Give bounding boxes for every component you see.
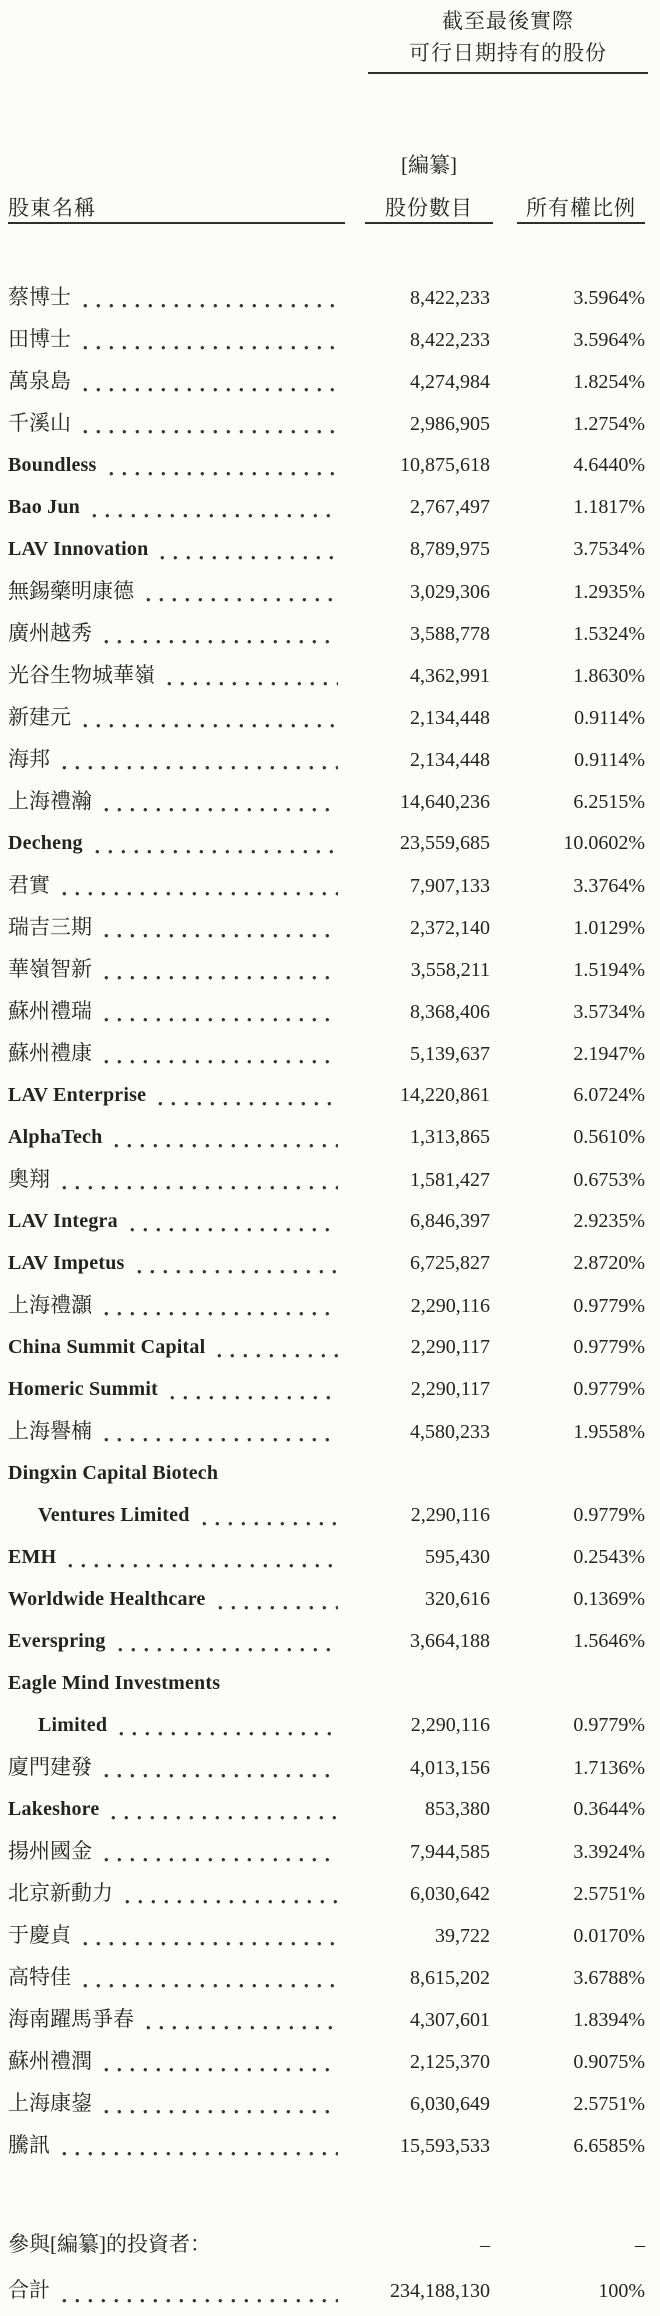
- ownership-value: 1.2935%: [573, 581, 645, 603]
- dot-leader: [218, 1605, 339, 1611]
- ownership-value: 1.5194%: [573, 959, 645, 981]
- shares-value: 8,368,406: [410, 1001, 490, 1023]
- row-name-cell: [8, 1326, 342, 1368]
- shareholder-name: 北京新動力: [8, 1881, 113, 1905]
- shareholder-row: [8, 1326, 645, 1368]
- ownership-value: 2.9235%: [573, 1210, 645, 1232]
- shareholder-name: LAV Integra: [8, 1210, 118, 1232]
- dot-leader: [104, 2067, 338, 2073]
- shareholder-row: [8, 1998, 645, 2040]
- shareholder-row: [8, 1914, 645, 1956]
- shares-value: 2,372,140: [410, 917, 490, 939]
- ownership-value: 0.9075%: [573, 2051, 645, 2073]
- column-header-redacted: [編纂]: [401, 153, 457, 177]
- dot-leader: [130, 1227, 338, 1233]
- column-header-ownership: 所有權比例: [517, 188, 645, 224]
- row-name-cell: [8, 1452, 342, 1494]
- shareholder-row: [8, 486, 645, 528]
- dot-leader: [104, 933, 338, 939]
- row-name-cell: [8, 276, 342, 318]
- shareholder-row: [8, 1620, 645, 1662]
- ownership-value: 6.2515%: [573, 791, 645, 813]
- shareholder-name: 千溪山: [8, 411, 71, 435]
- table-body: [8, 276, 645, 2166]
- dot-leader: [111, 1815, 338, 1821]
- shareholder-row: [8, 2082, 645, 2124]
- ownership-value: 2.8720%: [573, 1252, 645, 1274]
- shareholder-name: Limited: [38, 1714, 108, 1736]
- shares-value: 595,430: [425, 1546, 490, 1568]
- shareholder-row: [8, 1368, 645, 1410]
- dot-leader: [202, 1521, 338, 1527]
- ownership-value: 1.8394%: [573, 2009, 645, 2031]
- shares-value: 2,767,497: [410, 496, 490, 518]
- shares-value: 2,134,448: [410, 707, 490, 729]
- column-group-header: [368, 5, 648, 74]
- ownership-value: 0.9779%: [573, 1295, 645, 1317]
- shareholder-name: Everspring: [8, 1630, 106, 1652]
- shares-value: 6,846,397: [410, 1210, 490, 1232]
- shareholder-name: 田博士: [8, 327, 71, 351]
- shareholder-row: [8, 1452, 645, 1494]
- ownership-value: 3.5734%: [573, 1001, 645, 1023]
- shares-value: 8,615,202: [410, 1967, 490, 1989]
- ownership-value: 0.5610%: [573, 1126, 645, 1148]
- row-name-cell: [8, 486, 342, 528]
- shareholder-name: 新建元: [8, 705, 71, 729]
- group-header-line1: 截至最後實際: [442, 9, 574, 33]
- row-name-cell: [8, 1494, 342, 1536]
- dot-leader: [146, 597, 338, 603]
- shareholder-name: 揚州國金: [8, 1839, 92, 1863]
- shareholder-name: 上海禮瀚: [8, 789, 92, 813]
- total-ownership-value: 100%: [598, 2280, 645, 2302]
- ownership-value: 1.5324%: [573, 623, 645, 645]
- shares-value: 6,725,827: [410, 1252, 490, 1274]
- shareholder-name: Worldwide Healthcare: [8, 1588, 206, 1610]
- shares-value: 1,313,865: [410, 1126, 490, 1148]
- shares-value: 15,593,533: [400, 2135, 490, 2157]
- shareholder-name: Lakeshore: [8, 1798, 100, 1820]
- shareholder-name: Ventures Limited: [38, 1504, 190, 1526]
- shareholder-row: [8, 1242, 645, 1284]
- shareholder-row: [8, 1200, 645, 1242]
- shareholder-row: [8, 1872, 645, 1914]
- column-header-shareholder: 股東名稱: [8, 188, 345, 224]
- ownership-value: 0.2543%: [573, 1546, 645, 1568]
- shareholder-row: [8, 318, 645, 360]
- shareholder-row: [8, 1704, 645, 1746]
- dot-leader: [119, 1731, 338, 1737]
- shareholder-row: [8, 822, 645, 864]
- row-name-cell: [8, 2082, 342, 2124]
- shareholder-name: 奧翔: [8, 1167, 50, 1191]
- row-name-cell: [8, 1158, 342, 1200]
- row-name-cell: [8, 1998, 342, 2040]
- row-name-cell: [8, 948, 342, 990]
- shares-value: 4,580,233: [410, 1421, 490, 1443]
- row-name-cell: [8, 1242, 342, 1284]
- shareholder-row: [8, 2124, 645, 2166]
- shares-value: 39,722: [435, 1925, 490, 1947]
- shares-value: 4,362,991: [410, 665, 490, 687]
- shareholder-name: 光谷生物城華嶺: [8, 663, 155, 687]
- shares-value: 3,588,778: [410, 623, 490, 645]
- dot-leader: [62, 1185, 338, 1191]
- ownership-value: 0.9779%: [573, 1336, 645, 1358]
- dot-leader: [160, 555, 338, 561]
- investors-shares-value: –: [480, 2234, 490, 2256]
- dot-leader: [83, 723, 338, 729]
- dot-leader: [158, 1101, 338, 1107]
- dot-leader: [68, 1563, 338, 1569]
- dot-leader: [95, 849, 338, 855]
- shareholder-name: LAV Innovation: [8, 538, 149, 560]
- row-name-cell: [8, 1536, 342, 1578]
- ownership-value: 2.5751%: [573, 1883, 645, 1905]
- ownership-value: 4.6440%: [573, 454, 645, 476]
- shareholder-row: [8, 360, 645, 402]
- ownership-value: 1.9558%: [573, 1421, 645, 1443]
- dot-leader: [217, 1353, 338, 1359]
- ownership-value: 10.0602%: [563, 832, 645, 854]
- shares-value: 3,664,188: [410, 1630, 490, 1652]
- dot-leader: [83, 429, 338, 435]
- ownership-value: 3.5964%: [573, 287, 645, 309]
- dot-leader: [83, 345, 338, 351]
- row-name-cell: [8, 1746, 342, 1788]
- shares-value: 23,559,685: [400, 832, 490, 854]
- row-name-cell: [8, 1662, 342, 1704]
- shares-value: 4,307,601: [410, 2009, 490, 2031]
- shares-value: 7,944,585: [410, 1841, 490, 1863]
- row-name-cell: [8, 1410, 342, 1452]
- ownership-value: 3.6788%: [573, 1967, 645, 1989]
- shareholder-row: [8, 654, 645, 696]
- total-label: 合計: [8, 2278, 50, 2302]
- shareholder-name: 萬泉島: [8, 369, 71, 393]
- dot-leader: [118, 1647, 338, 1653]
- shareholder-name: 上海禮灝: [8, 1293, 92, 1317]
- shareholder-row: [8, 570, 645, 612]
- shareholder-row: [8, 1788, 645, 1830]
- ownership-value: 1.8630%: [573, 665, 645, 687]
- ownership-value: 1.0129%: [573, 917, 645, 939]
- shareholder-name: Homeric Summit: [8, 1378, 158, 1400]
- dot-leader: [83, 1941, 338, 1947]
- shareholder-name: Bao Jun: [8, 496, 80, 518]
- row-name-cell: [8, 906, 342, 948]
- shares-value: 2,986,905: [410, 413, 490, 435]
- row-name-cell: [8, 1620, 342, 1662]
- row-name-cell: [8, 990, 342, 1032]
- group-header-line2: 可行日期持有的股份: [409, 41, 607, 65]
- shares-value: 6,030,649: [410, 2093, 490, 2115]
- ownership-value: 0.9779%: [573, 1504, 645, 1526]
- shareholder-name: LAV Impetus: [8, 1252, 125, 1274]
- dot-leader: [104, 639, 338, 645]
- ownership-value: 1.8254%: [573, 371, 645, 393]
- shareholder-name: Decheng: [8, 832, 83, 854]
- shareholder-name: Eagle Mind Investments: [8, 1672, 221, 1694]
- row-name-cell: [8, 2221, 342, 2267]
- shareholder-row: [8, 1116, 645, 1158]
- total-row: [8, 2267, 645, 2313]
- ownership-value: 3.3924%: [573, 1841, 645, 1863]
- shares-value: 8,789,975: [410, 538, 490, 560]
- shares-value: 2,290,116: [410, 1714, 490, 1736]
- ownership-value: 0.9779%: [573, 1378, 645, 1400]
- dot-leader: [137, 1269, 339, 1275]
- shares-value: 4,274,984: [410, 371, 490, 393]
- ownership-value: 2.5751%: [573, 2093, 645, 2115]
- ownership-value: 0.1369%: [573, 1588, 645, 1610]
- shares-value: 3,558,211: [410, 959, 490, 981]
- shareholder-name: China Summit Capital: [8, 1336, 206, 1358]
- shareholder-row: [8, 528, 645, 570]
- row-name-cell: [8, 1032, 342, 1074]
- dot-leader: [62, 2298, 338, 2304]
- row-name-cell: [8, 318, 342, 360]
- shares-value: 10,875,618: [400, 454, 490, 476]
- shareholder-name: 海南躍馬爭春: [8, 2007, 134, 2031]
- ownership-value: 0.9114%: [574, 749, 645, 771]
- shareholder-row: [8, 864, 645, 906]
- dot-leader: [62, 891, 338, 897]
- dot-leader: [92, 513, 338, 519]
- shareholder-row: [8, 948, 645, 990]
- ownership-value: 3.3764%: [573, 875, 645, 897]
- pre-ipo-investors-row: [8, 2221, 645, 2267]
- shareholder-name: 廈門建發: [8, 1755, 92, 1779]
- row-name-cell: [8, 2124, 342, 2166]
- dot-leader: [146, 2025, 338, 2031]
- row-name-cell: [8, 1284, 342, 1326]
- shareholder-row: [8, 780, 645, 822]
- shareholder-name: 瑞吉三期: [8, 915, 92, 939]
- ownership-value: 0.3644%: [573, 1798, 645, 1820]
- shareholder-row: [8, 1284, 645, 1326]
- shareholder-row: [8, 738, 645, 780]
- investors-ownership-value: –: [635, 2234, 645, 2256]
- row-name-cell: [8, 1116, 342, 1158]
- shares-value: 7,907,133: [410, 875, 490, 897]
- shares-value: 2,290,117: [410, 1378, 490, 1400]
- ownership-value: 0.6753%: [573, 1169, 645, 1191]
- row-name-cell: [8, 1578, 342, 1620]
- ownership-value: 0.9779%: [573, 1714, 645, 1736]
- shareholder-row: [8, 906, 645, 948]
- shareholder-name: Boundless: [8, 454, 97, 476]
- table-footer: [8, 2221, 645, 2313]
- row-name-cell: [8, 1200, 342, 1242]
- shareholder-name: 無錫藥明康德: [8, 579, 134, 603]
- ownership-value: 6.6585%: [573, 2135, 645, 2157]
- shareholder-name: 蘇州禮瑞: [8, 999, 92, 1023]
- dot-leader: [83, 387, 338, 393]
- shareholder-name: 蘇州禮康: [8, 1041, 92, 1065]
- shareholder-row: [8, 2040, 645, 2082]
- shareholder-name: 上海譽楠: [8, 1419, 92, 1443]
- shareholder-name: 華嶺智新: [8, 957, 92, 981]
- dot-leader: [170, 1395, 338, 1401]
- shareholder-name: 海邦: [8, 747, 50, 771]
- shareholder-name: 蔡博士: [8, 285, 71, 309]
- shareholder-row: [8, 1032, 645, 1074]
- shares-value: 320,616: [425, 1588, 490, 1610]
- ownership-value: 1.7136%: [573, 1757, 645, 1779]
- shares-value: 853,380: [425, 1798, 490, 1820]
- dot-leader: [104, 2109, 338, 2115]
- dot-leader: [109, 471, 338, 477]
- dot-leader: [62, 765, 338, 771]
- shareholder-name: 高特佳: [8, 1965, 71, 1989]
- shares-value: 5,139,637: [410, 1043, 490, 1065]
- dot-leader: [62, 2151, 338, 2157]
- row-name-cell: [8, 570, 342, 612]
- row-name-cell: [8, 822, 342, 864]
- dot-leader: [104, 1857, 338, 1863]
- dot-leader: [83, 303, 338, 309]
- shareholder-row: [8, 276, 645, 318]
- dot-leader: [104, 1311, 338, 1317]
- shareholder-row: [8, 402, 645, 444]
- shareholder-row: [8, 1536, 645, 1578]
- shareholder-row: [8, 1746, 645, 1788]
- row-name-cell: [8, 402, 342, 444]
- row-name-cell: [8, 2040, 342, 2082]
- shareholder-name: 君實: [8, 873, 50, 897]
- ownership-value: 1.5646%: [573, 1630, 645, 1652]
- row-name-cell: [8, 780, 342, 822]
- shares-value: 1,581,427: [410, 1169, 490, 1191]
- row-name-cell: [8, 738, 342, 780]
- shareholder-row: [8, 1158, 645, 1200]
- shares-value: 14,640,236: [400, 791, 490, 813]
- shareholder-row: [8, 696, 645, 738]
- shares-value: 2,290,117: [410, 1336, 490, 1358]
- row-name-cell: [8, 1914, 342, 1956]
- shares-value: 2,290,116: [410, 1504, 490, 1526]
- shareholder-name: LAV Enterprise: [8, 1084, 147, 1106]
- row-name-cell: [8, 1368, 342, 1410]
- ownership-value: 3.5964%: [573, 329, 645, 351]
- shareholder-name: 騰訊: [8, 2133, 50, 2157]
- investors-label: 參與[編纂]的投資者：: [8, 2232, 211, 2256]
- row-name-cell: [8, 864, 342, 906]
- dot-leader: [104, 1017, 338, 1023]
- ownership-value: 2.1947%: [573, 1043, 645, 1065]
- shares-value: 6,030,642: [410, 1883, 490, 1905]
- row-name-cell: [8, 612, 342, 654]
- row-name-cell: [8, 1788, 342, 1830]
- shares-value: 8,422,233: [410, 287, 490, 309]
- shares-value: 8,422,233: [410, 329, 490, 351]
- row-name-cell: [8, 1872, 342, 1914]
- shareholder-name: 蘇州禮潤: [8, 2049, 92, 2073]
- shareholder-row: [8, 1956, 645, 1998]
- row-name-cell: [8, 360, 342, 402]
- shareholder-row: [8, 990, 645, 1032]
- ownership-value: 1.2754%: [573, 413, 645, 435]
- dot-leader: [125, 1899, 338, 1905]
- shares-value: 3,029,306: [410, 581, 490, 603]
- shareholder-row: [8, 444, 645, 486]
- column-header-shares: 股份數目: [365, 188, 493, 224]
- shares-value: 2,125,370: [410, 2051, 490, 2073]
- ownership-value: 6.0724%: [573, 1084, 645, 1106]
- dot-leader: [83, 1983, 338, 1989]
- shareholder-row: [8, 1662, 645, 1704]
- ownership-value: 1.1817%: [573, 496, 645, 518]
- shareholder-row: [8, 612, 645, 654]
- row-name-cell: [8, 2267, 342, 2313]
- row-name-cell: [8, 1830, 342, 1872]
- row-name-cell: [8, 1956, 342, 1998]
- ownership-value: 0.0170%: [573, 1925, 645, 1947]
- dot-leader: [104, 1059, 338, 1065]
- shareholder-name: Dingxin Capital Biotech: [8, 1462, 219, 1484]
- dot-leader: [104, 975, 338, 981]
- shareholder-name: 于慶貞: [8, 1923, 71, 1947]
- row-name-cell: [8, 444, 342, 486]
- total-shares-value: 234,188,130: [390, 2280, 490, 2302]
- shares-value: 2,134,448: [410, 749, 490, 771]
- dot-leader: [167, 681, 338, 687]
- shareholder-name: 廣州越秀: [8, 621, 92, 645]
- shareholder-name: AlphaTech: [8, 1126, 103, 1148]
- shareholder-row: [8, 1494, 645, 1536]
- row-name-cell: [8, 1074, 342, 1116]
- row-name-cell: [8, 654, 342, 696]
- dot-leader: [114, 1143, 338, 1149]
- dot-leader: [104, 807, 338, 813]
- dot-leader: [104, 1773, 338, 1779]
- row-name-cell: [8, 696, 342, 738]
- dot-leader: [104, 1437, 338, 1443]
- shareholder-name: 上海康鋆: [8, 2091, 92, 2115]
- ownership-value: 3.7534%: [573, 538, 645, 560]
- row-name-cell: [8, 1704, 342, 1746]
- shares-value: 4,013,156: [410, 1757, 490, 1779]
- shareholder-name: EMH: [8, 1546, 57, 1568]
- shares-value: 2,290,116: [410, 1295, 490, 1317]
- shareholder-row: [8, 1410, 645, 1452]
- shareholder-row: [8, 1830, 645, 1872]
- row-name-cell: [8, 528, 342, 570]
- ownership-value: 0.9114%: [574, 707, 645, 729]
- shares-value: 14,220,861: [400, 1084, 490, 1106]
- shareholder-row: [8, 1578, 645, 1620]
- shareholder-row: [8, 1074, 645, 1116]
